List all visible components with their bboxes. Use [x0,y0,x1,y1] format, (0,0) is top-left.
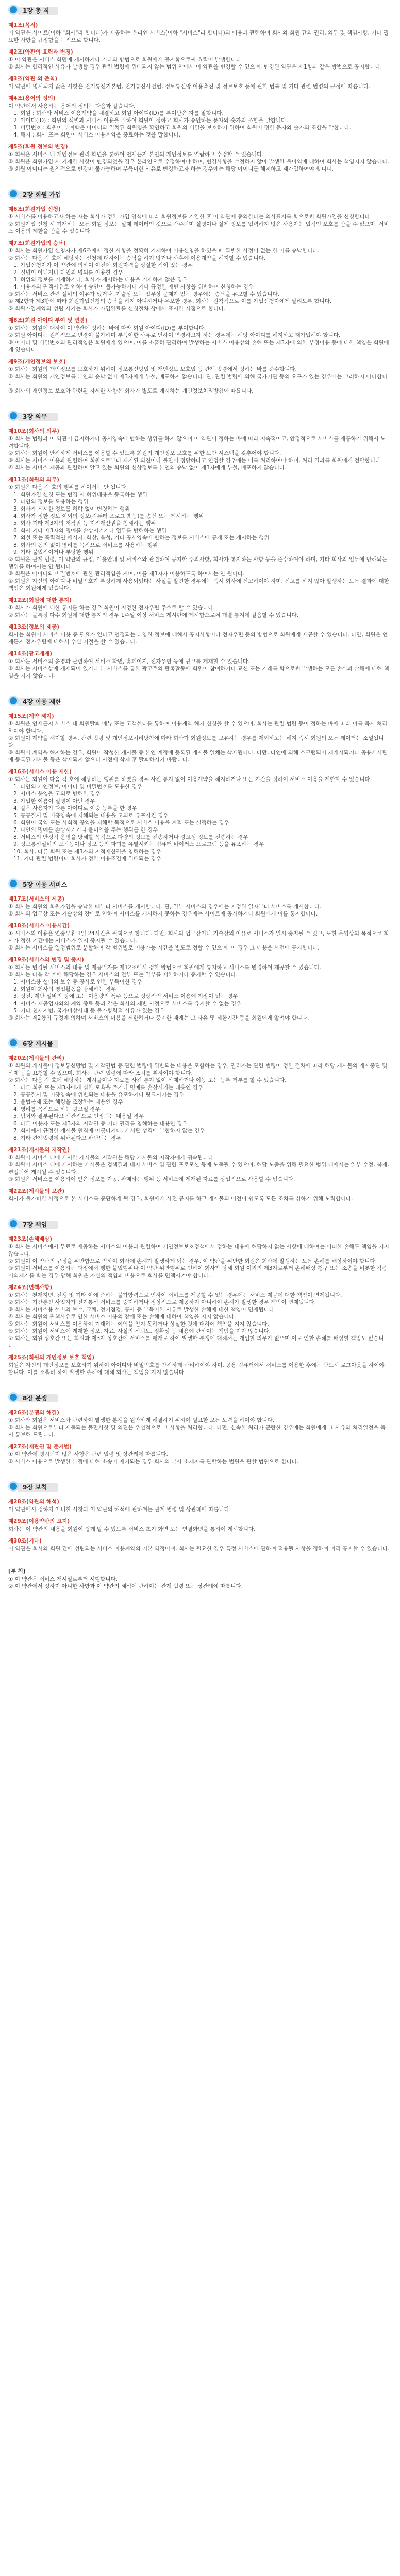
article-text: 5. 기타 천재지변, 국가비상사태 등 불가항력적 사유가 있는 경우 [13,1008,165,1014]
article-text: 3. 비밀번호 : 회원이 부여받은 아이디와 일치된 회원임을 확인하고 회원의 비밀을 보호하기 위하여 회원이 정한 문자와 숫자의 조합을 말합니다. [13,125,352,131]
article-text: ① 회원은 언제든지 서비스 내 회원탈퇴 메뉴 또는 고객센터를 통하여 이용계약 해지 신청을 할 수 있으며, 회사는 관련 법령 등이 정하는 바에 따라 이를 즉시 처리하여야 합니다. [8,721,388,734]
article-text: ② 회사는 회원이 안전하게 서비스를 이용할 수 있도록 회원의 개인정보 보호를 위한 보안 시스템을 갖추어야 합니다. [8,450,281,456]
article-text: ② 회사는 다음 각 호에 해당하는 신청에 대하여는 승낙을 하지 않거나 사후에 이용계약을 해지할 수 있습니다. [8,255,265,261]
article-title: 제27조(재판권 및 준거법) [8,1444,72,1450]
chapter-title: 7장 책임 [23,1221,47,1228]
article [8,895,390,918]
article-text: 2. 타인의 정보를 도용하는 행위 [13,499,89,505]
chapter-header [8,1037,390,1050]
article-text: ③ 회원은 서비스를 이용하여 얻은 정보를 가공, 판매하는 행위 등 서비스에 게재된 자료를 상업적으로 사용할 수 없습니다. [8,1176,295,1182]
article-text: ① 회원이 서비스 내에 게시한 게시물의 저작권은 해당 게시물의 저작자에게 귀속됩니다. [8,1155,215,1161]
article-text: 1. 회원가입 신청 또는 변경 시 허위내용을 등록하는 행위 [13,492,147,498]
article-text: ① 회사는 천재지변, 전쟁 및 기타 이에 준하는 불가항력으로 인하여 서비스를 제공할 수 없는 경우에는 서비스 제공에 대한 책임이 면제됩니다. [8,1292,342,1298]
article [8,428,390,471]
article-text: 1. 타인의 개인정보, 아이디 및 비밀번호를 도용한 경우 [13,784,142,790]
article-text: ① 회원의 게시물이 정보통신망법 및 저작권법 등 관련 법령에 위반되는 내용을 포함하는 경우, 권리자는 관련 법령이 정한 절차에 따라 해당 게시물의 게시중단 및 삭제 등을 요청할 수 있으며, 회사는 관련 법령에 따라 조치를 취하여야 합니다. [8,1063,388,1076]
article-text: ① 회원은 다음 각 호의 행위를 하여서는 안 됩니다. [8,484,128,490]
chapter-title: 6장 게시물 [23,1040,53,1047]
article-text: 회사가 불가피한 사정으로 본 서비스를 중단하게 될 경우, 회원에게 사전 공지를 하고 게시물의 이전이 쉽도록 모든 조치를 취하기 위해 노력합니다. [8,1196,353,1202]
article [8,143,390,173]
article-text: 1. 다른 회원 또는 제3자에게 심한 모욕을 주거나 명예를 손상시키는 내용인 경우 [13,1084,203,1091]
article-text: ③ 회사는 제2항의 규정에 의하여 서비스의 이용을 제한하거나 중지한 때에는 그 사유 및 제한기간 등을 회원에게 알려야 합니다. [8,1015,309,1021]
article-text: 이 약관에서 사용하는 용어의 정의는 다음과 같습니다. [8,103,136,109]
chapter-header [8,4,390,18]
article-title: 제11조(회원의 의무) [8,477,59,483]
article [8,1055,390,1142]
article-text: ① 회사가 회원에 대한 통지를 하는 경우 회원이 지정한 전자우편 주소로 할 수 있습니다. [8,605,215,611]
article-text: ② 회사는 불특정 다수 회원에 대한 통지의 경우 1주일 이상 서비스 게시판에 게시함으로써 개별 통지에 갈음할 수 있습니다. [8,612,299,618]
article-title: 제1조(목적) [8,22,38,28]
article-text: ① 회사는 서비스에서 무료로 제공하는 서비스의 이용과 관련하여 개인정보보호정책에서 정하는 내용에 해당하지 않는 사항에 대하여는 어떠한 손해도 책임을 지지 않습니다. [8,1244,389,1257]
article-text: 8. 기타 관계법령에 위배된다고 판단되는 경우 [13,1135,122,1141]
article [8,48,390,71]
article-text: ② 회사는 기간통신 사업자가 전기통신 서비스를 중지하거나 정상적으로 제공하지 아니하여 손해가 발생한 경우 책임이 면제됩니다. [8,1299,316,1306]
article-text: ② 회사는 회원의 개인정보를 본인의 승낙 없이 제3자에게 누설, 배포하지 않습니다. 단, 관련 법령에 의해 국가기관 등의 요구가 있는 경우에는 그러하지 아니합니다. [8,374,388,387]
article-title: 제3조(약관 외 준칙) [8,76,58,82]
article-text: 3. 회사가 게시한 정보를 허락 없이 변경하는 행위 [13,506,130,512]
article [8,1409,390,1438]
article-text: ⑤ 회원가입계약의 성립 시기는 회사가 가입완료를 신청절차 상에서 표시한 시점으로 합니다. [8,306,226,312]
article-text: ② 회사는 다음 각 호에 해당하는 게시물이나 자료를 사전 통지 없이 삭제하거나 이동 또는 등록 거부를 할 수 있습니다. [8,1077,287,1083]
chapter-header [8,1218,390,1231]
article-text: ② 회사는 서비스를 일정범위로 분할하여 각 범위별로 이용가능 시간을 별도로 정할 수 있으며, 이 경우 그 내용을 사전에 공지합니다. [8,945,320,951]
article [8,1354,390,1376]
article-text: 7. 외설 또는 폭력적인 메시지, 화상, 음성, 기타 공서양속에 반하는 정보를 서비스에 공개 또는 게시하는 행위 [13,535,270,541]
article-text: 4. 같은 사용자가 다른 아이디로 이중 등록을 한 경우 [13,805,137,811]
article-text: 3. 가입한 이름이 실명이 아닌 경우 [13,798,95,804]
article-text: 4. 서비스 제공업자와의 계약 종료 등과 같은 회사의 제반 사정으로 서비스를 유지할 수 없는 경우 [13,1001,242,1007]
article-text: ② 회사는 회원으로부터 제출되는 불만사항 및 의견은 우선적으로 그 사항을 처리합니다. 다만, 신속한 처리가 곤란한 경우에는 회원에게 그 사유와 처리일정을 즉시 통보해 드립니다. [8,1425,386,1438]
article-text: ① 회사는 회원의 개인정보를 보호하기 위하여 정보통신망법 및 개인정보 보호법 등 관계 법령에서 정하는 바를 준수합니다. [8,366,297,372]
article-title: 제17조(서비스의 제공) [8,896,65,902]
chapter-header [8,695,390,708]
article-text: ① 회사는 변경될 서비스의 내용 및 제공일자를 제12조에서 정한 방법으로 회원에게 통지하고 서비스를 변경하여 제공할 수 있습니다. [8,964,321,971]
article-text: ③ 회사는 서비스용 설비의 보수, 교체, 정기점검, 공사 등 부득이한 사유로 발생한 손해에 대한 책임이 면제됩니다. [8,1307,276,1313]
article-title: 제5조(회원 정보의 변경) [8,144,68,150]
article-text: ③ 아이디 및 비밀번호의 관리책임은 회원에게 있으며, 이를 소홀히 관리하여 발생하는 서비스 이용상의 손해 또는 제3자에 의한 부정이용 등에 대한 책임은 회원에게 있습니다. [8,340,389,353]
chapter-header [8,188,390,201]
chapter-title: 5장 이용 서비스 [23,881,68,888]
article-text: ④ 제2항과 제3항에 따라 회원가입신청의 승낙을 하지 아니하거나 유보한 경우, 회사는 원칙적으로 이를 가입신청자에게 알리도록 합니다. [8,298,332,304]
chapter-bullet-icon [8,878,19,889]
article [8,75,390,90]
chapter-section [8,1481,390,1552]
article-title: 제29조(이용약관의 고지) [8,1518,70,1524]
article-text: ① 회사와 회원은 서비스와 관련하여 발생한 분쟁을 원만하게 해결하기 위하여 필요한 모든 노력을 하여야 합니다. [8,1417,274,1423]
article-text: ⑦ 회사는 회원 상호간 또는 회원과 제3자 상호간에 서비스를 매개로 하여 발생한 분쟁에 대해서는 개입할 의무가 없으며 이로 인한 손해를 배상할 책임도 없습니다. [8,1335,384,1349]
article-text: ④ 회원은 자신의 아이디나 비밀번호가 부정하게 사용되었다는 사실을 발견한 경우에는 즉시 회사에 신고하여야 하며, 신고를 하지 않아 발생하는 모든 결과에 대한 책임은 회원에게 있습니다. [8,578,389,591]
chapter-title: 1장 총 칙 [23,7,49,14]
article-title: 제10조(회사의 의무) [8,428,59,434]
article-text: 2. 아이디(ID) : 회원의 식별과 서비스 이용을 위하여 회원이 정하고 회사가 승인하는 문자와 숫자의 조합을 말합니다. [13,117,288,124]
article-text: ③ 회사는 서비스 이용과 관련하여 회원으로부터 제기된 의견이나 불만이 정당하다고 인정할 경우에는 이를 처리하여야 하며, 처리 결과를 회원에게 전달합니다. [8,457,382,464]
article-text: ① 회원은 서비스 내 개인정보 관리 화면을 통하여 언제든지 본인의 개인정보를 열람하고 수정할 수 있습니다. [8,151,264,158]
article [8,623,390,646]
article-text: ② 회원이 이 약관의 규정을 위반함으로 인하여 회사에 손해가 발생하게 되는 경우, 이 약관을 위반한 회원은 회사에 발생하는 모든 손해를 배상하여야 합니다. [8,1258,377,1264]
article-text: ① 이 약관에 명시되지 않은 사항은 관련 법령 및 상관례에 따릅니다. [8,1451,168,1458]
chapter-section [8,410,390,680]
article [8,597,390,619]
chapter-title: 2장 회원 가입 [23,191,61,198]
article-text: ③ 회원이 서비스를 이용하는 과정에서 행한 불법행위나 이 약관 위반행위로 인하여 회사가 당해 회원 이외의 제3자로부터 손해배상 청구 또는 소송을 비롯한 각종 이의제기를 받는 경우 당해 회원은 자신의 책임과 비용으로 회사를 면책시켜야 합니다. [8,1265,388,1279]
article-title: 제2조(약관의 효력과 변경) [8,49,73,55]
footer-text: ② 이 약관에서 정하지 아니한 사항과 이 약관의 해석에 관하여는 관계 법령 또는 상관례에 따릅니다. [8,1583,243,1589]
article-text: ③ 회원 아이디는 원칙적으로 변경이 불가능하며 부득이한 사유로 변경하고자 하는 경우에는 해당 아이디를 해지하고 재가입하여야 합니다. [8,166,334,172]
article-text: ② 회사는 서비스상에 게재되어 있거나 본 서비스를 통한 광고주의 판촉활동에 회원이 참여하거나 교신 또는 거래를 함으로써 발생하는 모든 손실과 손해에 대해 책임을 지지 않습니다. [8,666,389,679]
chapter-bullet-icon [8,1392,19,1402]
article-title: 제30조(기타) [8,1538,42,1544]
article-text: 3. 허위의 정보를 기재하거나, 회사가 제시하는 내용을 기재하지 않은 경우 [13,277,188,283]
chapter-title: 4장 이용 제한 [23,698,61,705]
article-text: 5. 범죄와 결부된다고 객관적으로 인정되는 내용일 경우 [13,1113,144,1120]
article-text: ② 회사는 다음 각 호에 해당하는 경우 서비스의 전부 또는 일부를 제한하거나 중지할 수 있습니다. [8,972,238,978]
article-text: 8. 서비스의 안정적 운영을 방해할 목적으로 다량의 정보를 전송하거나 광고성 정보를 전송하는 경우 [13,834,248,840]
article-title: 제25조(회원의 개인정보 보호 책임) [8,1354,95,1361]
article-text: 6. 회원이 국익 또는 사회적 공익을 저해할 목적으로 서비스 이용을 계획 또는 실행하는 경우 [13,820,229,826]
footer-heading: [부 칙] [8,1568,26,1574]
article-text: ① 회사는 서비스의 운영과 관련하여 서비스 화면, 홈페이지, 전자우편 등에 광고를 게재할 수 있습니다. [8,658,250,665]
article-text: ③ 회사는 서비스 관련 설비의 여유가 없거나, 기술상 또는 업무상 문제가 있는 경우에는 승낙을 유보할 수 있습니다. [8,291,279,297]
article-text: ④ 회사는 회원의 귀책사유로 인한 서비스 이용의 장애 또는 손해에 대하여 책임을 지지 않습니다. [8,1314,236,1320]
article-text: ③ 회사의 개인정보 보호와 관련된 자세한 사항은 회사가 별도로 게시하는 개인정보처리방침에 따릅니다. [8,388,254,394]
article-title: 제12조(회원에 대한 통지) [8,597,72,603]
article-text: 7. 회사에서 규정한 게시물 원칙에 어긋나거나, 게시판 성격에 부합하지 않는 경우 [13,1128,205,1134]
chapter-section [8,1218,390,1376]
article-text: 5. 공공질서 및 미풍양속에 저해되는 내용을 고의로 유포시킨 경우 [13,812,169,819]
article-text: 이 약관에서 정하지 아니한 사항과 이 약관의 해석에 관하여는 관계 법령 및 상관례에 따릅니다. [8,1506,231,1513]
chapter-header [8,878,390,891]
article-text: 2. 공공질서 및 미풍양속에 위반되는 내용을 유포하거나 링크시키는 경우 [13,1092,184,1098]
chapter-section [8,4,390,173]
article-text: ① 회사는 회원가입 신청자가 제6조에서 정한 사항을 정확히 기재하여 이용신청을 하였을 때 특별한 사정이 없는 한 이를 승낙합니다. [8,248,320,254]
chapter-bullet-icon [8,5,19,15]
article-text: 3. 불법복제 또는 해킹을 조장하는 내용인 경우 [13,1099,123,1105]
article-title: 제8조(회원 아이디 부여 및 변경) [8,317,88,324]
article-text: ① 서비스를 이용하고자 하는 자는 회사가 정한 가입 양식에 따라 회원정보를 기입한 후 이 약관에 동의한다는 의사표시를 함으로써 회원가입을 신청합니다. [8,214,372,220]
article-title: 제22조(게시물의 보관) [8,1188,65,1194]
article-text: ② 회원이 서비스 내에 게시하는 게시물은 검색결과 내지 서비스 및 관련 프로모션 등에 노출될 수 있으며, 해당 노출을 위해 필요한 범위 내에서는 일부 수정, 복제, 편집되어 게시될 수 있습니다. [8,1162,389,1175]
chapter-title: 9장 보칙 [23,1484,47,1491]
article [8,1235,390,1279]
article-text: 1. 가입신청자가 이 약관에 의하여 이전에 회원자격을 상실한 적이 있는 경우 [13,262,193,268]
chapter-section [8,1392,390,1465]
article [8,713,390,764]
article-text: 9. 기타 불법적이거나 부당한 행위 [13,549,94,555]
article-text: ① 서비스의 이용은 연중무휴 1일 24시간을 원칙으로 합니다. 다만, 회사의 업무상이나 기술상의 이유로 서비스가 일시 중지될 수 있고, 또한 운영상의 목적으로 회사가 정한 기간에는 서비스가 일시 중지될 수 있습니다. [8,930,389,944]
article [8,476,390,592]
article-text: 2. 실명이 아니거나 타인의 명의를 이용한 경우 [13,269,123,276]
article-text: 4. 영리를 목적으로 하는 광고일 경우 [13,1106,101,1112]
article-text: ⑥ 회사는 회원이 서비스에 게재한 정보, 자료, 사실의 신뢰도, 정확성 등 내용에 관하여는 책임을 지지 않습니다. [8,1328,271,1334]
article-text: ① 회사는 회원이 다음 각 호에 해당하는 행위를 하였을 경우 사전 통지 없이 이용계약을 해지하거나 또는 기간을 정하여 서비스 이용을 제한할 수 있습니다. [8,776,372,783]
article-title: 제14조(광고게재) [8,651,53,657]
article-text: 회사는 회원이 서비스 이용 중 필요가 있다고 인정되는 다양한 정보에 대해서 공지사항이나 전자우편 등의 방법으로 회원에게 제공할 수 있습니다. 다만, 회원은 언제든지 전자우편에 대해서 수신 거절을 할 수 있습니다. [8,632,388,645]
chapter-bullet-icon [8,1218,19,1229]
article-text: 회원은 자신의 개인정보를 보호하기 위하여 아이디와 비밀번호를 안전하게 관리하여야 하며, 공용 컴퓨터에서 서비스를 이용한 후에는 반드시 로그아웃을 하여야 합니다. 이를 소홀히 하여 발생한 손해에 대해 회사는 책임을 지지 않습니다. [8,1362,385,1376]
article-text: ② 회원 아이디는 원칙적으로 변경이 불가하며 부득이한 사유로 인하여 변경하고자 하는 경우에는 해당 아이디를 해지하고 재가입해야 합니다. [8,332,341,338]
article-title: 제4조(용어의 정의) [8,95,56,101]
article-text: 1. 서비스용 설비의 보수 등 공사로 인한 부득이한 경우 [13,979,142,985]
chapter-section [8,878,390,1022]
article-text: 4. 회사가 정한 정보 이외의 정보(컴퓨터 프로그램 등)를 송신 또는 게시하는 행위 [13,513,204,519]
article [8,317,390,353]
article-title: 제28조(약관의 해석) [8,1499,59,1505]
chapter-title: 3장 의무 [23,413,47,420]
article-title: 제18조(서비스 이용시간) [8,923,70,929]
article-text: 2. 서비스 운영을 고의로 방해한 경우 [13,791,101,797]
chapter-bullet-icon [8,1038,19,1048]
article-title: 제13조(정보의 제공) [8,624,59,630]
chapter-header [8,1392,390,1405]
article-title: 제7조(회원가입의 승낙) [8,240,66,246]
article [8,956,390,1022]
article-text: ② 회원은 회원가입 시 기재한 사항이 변경되었을 경우 온라인으로 수정하여야 하며, 변경사항을 수정하지 않아 발생한 불이익에 대하여 회사는 책임지지 않습니다. [8,159,389,165]
article-text: ② 회원은 관계 법령, 이 약관의 규정, 이용안내 및 서비스와 관련하여 공지한 주의사항, 회사가 통지하는 사항 등을 준수하여야 하며, 기타 회사의 업무에 방해되는 행위를 하여서는 안 됩니다. [8,556,388,570]
article-title: 제9조(개인정보의 보호) [8,359,66,365]
footer-addendum [8,1568,390,1590]
article-text: 3. 정전, 제반 설비의 장애 또는 이용량의 폭주 등으로 정상적인 서비스 이용에 지장이 있는 경우 [13,993,238,999]
article [8,1146,390,1183]
article-text: 5. 회사 기타 제3자의 저작권 등 지적재산권을 침해하는 행위 [13,520,156,527]
article-text: 8. 회사의 동의 없이 영리를 목적으로 서비스를 사용하는 행위 [13,542,158,548]
article-text: 이 약관은 사이트(이하 "회사"라 합니다)가 제공하는 온라인 서비스(이하 "서비스"라 합니다)의 이용과 관련하여 회사와 회원 간의 권리, 의무 및 책임사항, 기타 필요한 사항을 규정함을 목적으로 합니다. [8,30,389,43]
article-text: ⑤ 회사는 회원이 서비스를 이용하여 기대하는 이익을 얻지 못하거나 상실한 것에 대하여 책임을 지지 않습니다. [8,1321,269,1327]
article-text: 6. 회사 기타 제3자의 명예를 손상시키거나 업무를 방해하는 행위 [13,528,166,534]
article-title: 제6조(회원가입 신청) [8,206,61,212]
chapter-bullet-icon [8,189,19,199]
article-text: 이 약관에 명시되지 않은 사항은 전기통신기본법, 전기통신사업법, 정보통신망 이용촉진 및 정보보호 등에 관한 법률 및 기타 관련 법령의 규정에 따릅니다. [8,83,371,90]
article-text: ③ 회원이 계약을 해지하는 경우, 회원이 작성한 게시물 중 본인 계정에 등록된 게시물 일체는 삭제됩니다. 다만, 타인에 의해 스크랩되어 재게시되거나 공용게시판에 등록된 게시물 등은 삭제되지 않으니 사전에 삭제 후 탈퇴하시기 바랍니다. [8,750,388,763]
article-text: 4. 이용자의 귀책사유로 인하여 승인이 불가능하거나 기타 규정한 제반 사항을 위반하며 신청하는 경우 [13,284,254,290]
chapter-section [8,188,390,395]
article-title: 제19조(서비스의 변경 및 중지) [8,957,84,963]
article [8,922,390,952]
article [8,358,390,395]
article [8,1537,390,1552]
article-text: 4. 해지 : 회사 또는 회원이 서비스 이용계약을 종료하는 것을 말합니다. [13,132,181,138]
article-title: 제21조(게시물의 저작권) [8,1147,70,1153]
chapter-bullet-icon [8,411,19,421]
article-title: 제15조(계약 해지) [8,713,54,719]
article-text: ① 회사는 법령과 이 약관이 금지하거나 공서양속에 반하는 행위를 하지 않으며 이 약관이 정하는 바에 따라 지속적이고, 안정적으로 서비스를 제공하기 위해서 노력합니다. [8,436,386,449]
article-text: ② 회사는 합리적인 사유가 발생할 경우 관련 법령에 위배되지 않는 범위 안에서 이 약관을 변경할 수 있으며, 변경된 약관은 제1항과 같은 방법으로 공지합니다. [8,64,382,70]
article-text: ② 회사의 업무상 또는 기술상의 장애로 인하여 서비스를 개시하지 못하는 경우에는 사이트에 공시하거나 회원에게 이를 통지합니다. [8,911,318,917]
article [8,240,390,312]
footer-text: ① 이 약관은 서비스 개시일로부터 시행합니다. [8,1576,118,1582]
article-text: 11. 기타 관련 법령이나 회사가 정한 이용조건에 위배되는 경우 [13,856,161,862]
article [8,1284,390,1349]
article [8,1443,390,1465]
chapter-bullet-icon [8,696,19,706]
article-text: 이 약관은 회사와 회원 간에 성립되는 서비스 이용계약의 기본 약정이며, 회사는 필요한 경우 특정 서비스에 관하여 적용될 사항을 정하여 미리 공지할 수 있습니다. [8,1546,390,1552]
chapter-bullet-icon [8,1481,19,1492]
article-text: ① 이 약관은 서비스 화면에 게시하거나 기타의 방법으로 회원에게 공지함으로써 효력이 발생합니다. [8,57,243,63]
article-text: 회사는 이 약관의 내용을 회원이 쉽게 알 수 있도록 서비스 초기 화면 또는 연결화면을 통하여 게시합니다. [8,1526,256,1532]
article [8,1498,390,1513]
article-text: 9. 정보통신설비의 오작동이나 정보 등의 파괴를 유발시키는 컴퓨터 바이러스 프로그램 등을 유포하는 경우 [13,841,264,848]
chapter-section [8,695,390,862]
article [8,22,390,44]
article-text: 6. 다른 이용자 또는 제3자의 저작권 등 기타 권리를 침해하는 내용인 경우 [13,1121,188,1127]
article-title: 제16조(서비스 이용 제한) [8,769,72,775]
article-text: ④ 회사는 서비스 제공과 관련하여 알고 있는 회원의 신상정보를 본인의 승낙 없이 제3자에게 누설, 배포하지 않습니다. [8,465,287,471]
chapter-title: 8장 분쟁 [23,1395,47,1402]
article-text: 1. 회원 : 회사와 서비스 이용계약을 체결하고 회원 아이디(ID)를 부여받은 자를 말합니다. [13,110,224,116]
article [8,95,390,139]
chapter-header [8,410,390,423]
article-title: 제24조(면책사항) [8,1284,53,1291]
article-text: ③ 회원은 아이디와 비밀번호에 관한 관리책임을 지며, 이를 제3자가 이용하도록 하여서는 안 됩니다. [8,571,245,577]
article-title: 제23조(손해배상) [8,1236,53,1242]
article-text: ② 서비스 이용으로 발생한 분쟁에 대해 소송이 제기되는 경우 회사의 본사 소재지를 관할하는 법원을 관할 법원으로 합니다. [8,1459,299,1465]
article-title: 제20조(게시물의 관리) [8,1055,65,1061]
article-text: ② 회원이 계약을 해지할 경우, 관련 법령 및 개인정보처리방침에 따라 회사가 회원정보를 보유하는 경우를 제외하고는 해지 즉시 회원의 모든 데이터는 소멸됩니다. [8,735,384,749]
article-text: 7. 타인의 명예를 손상시키거나 불이익을 주는 행위를 한 경우 [13,827,158,833]
article-text: 10. 회사, 다른 회원 또는 제3자의 지적재산권을 침해하는 경우 [13,849,161,855]
chapter-header [8,1481,390,1494]
article-text: ① 회사는 회원의 회원가입을 승낙한 때부터 서비스를 개시합니다. 단, 일부 서비스의 경우에는 지정된 일자부터 서비스를 개시합니다. [8,904,322,910]
article [8,1188,390,1202]
article [8,206,390,235]
article [8,650,390,680]
article-text: ② 회원가입 신청 시 기재하는 모든 회원 정보는 실제 데이터인 것으로 간주되며 실명이나 실제 정보를 입력하지 않은 사용자는 법적인 보호를 받을 수 없으며, 서비스 이용의 제한을 받을 수 있습니다. [8,221,389,234]
chapter-section [8,1037,390,1202]
article [8,1518,390,1533]
article-text: ① 회사는 회원에 대하여 이 약관에 정하는 바에 따라 회원 아이디(ID)를 부여합니다. [8,325,206,331]
article-title: 제26조(분쟁의 해결) [8,1410,59,1416]
article-text: 2. 회원이 회사의 영업활동을 방해하는 경우 [13,986,116,992]
article [8,768,390,862]
